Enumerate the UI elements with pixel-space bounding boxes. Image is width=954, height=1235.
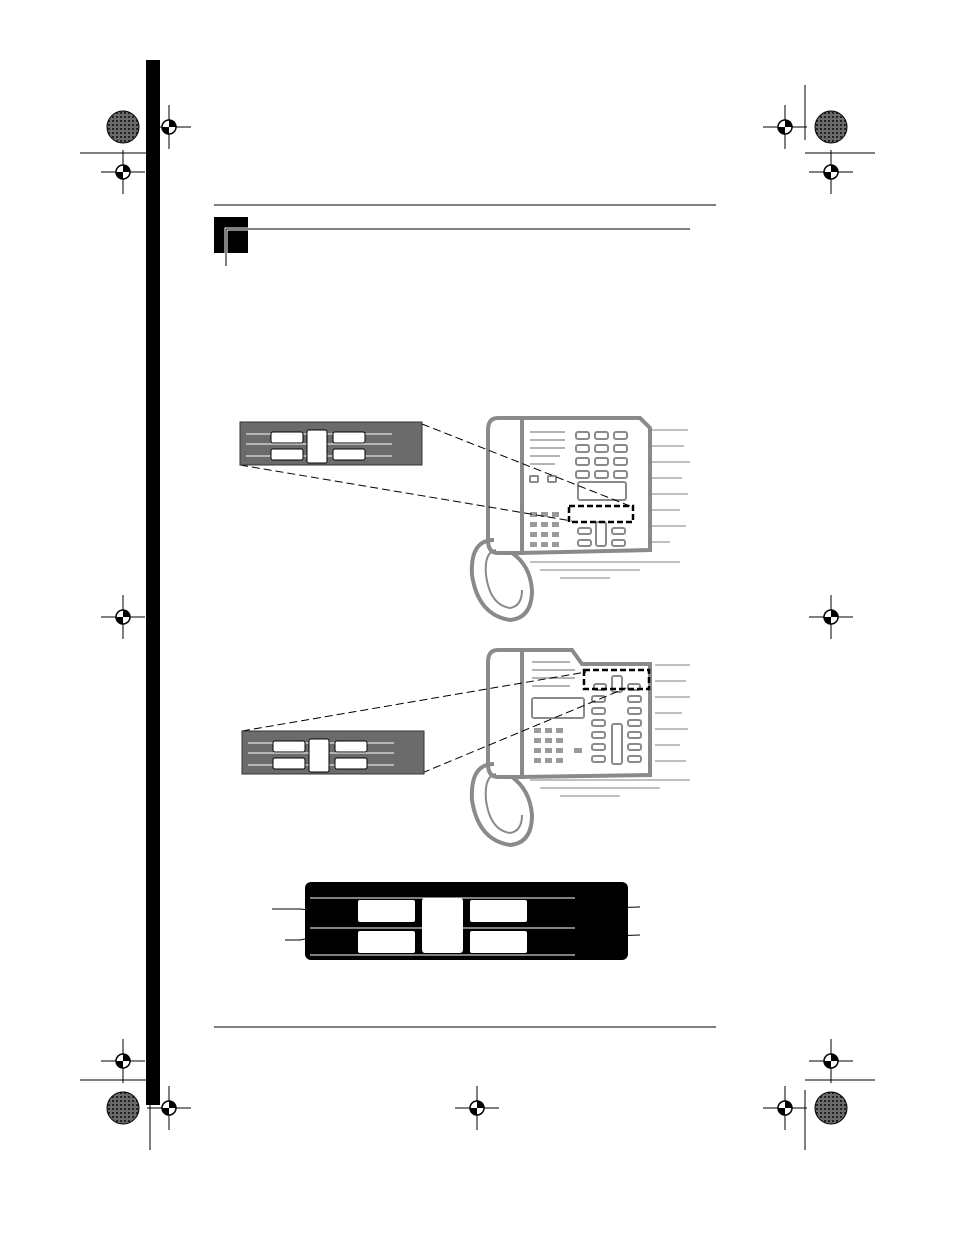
registration-mark: [101, 150, 145, 194]
registration-mark: [763, 1086, 807, 1130]
registration-mark: [809, 595, 853, 639]
registration-mark: [101, 595, 145, 639]
starburst-mark: [107, 1092, 139, 1124]
phone-bottom-illustration: [472, 650, 690, 845]
registration-mark: [763, 105, 807, 149]
starburst-mark: [107, 111, 139, 143]
feature-key-panel-small: [240, 422, 422, 465]
starburst-mark: [815, 1092, 847, 1124]
registration-mark: [809, 150, 853, 194]
starburst-mark: [815, 111, 847, 143]
feature-key-panel-small: [242, 731, 424, 774]
registration-mark: [809, 1039, 853, 1083]
section-marker: [214, 217, 248, 253]
binding-bar: [146, 60, 160, 1105]
registration-mark: [455, 1086, 499, 1130]
phone-top-illustration: [472, 418, 690, 620]
feature-key-panel-large: [272, 882, 640, 960]
registration-mark: [101, 1039, 145, 1083]
